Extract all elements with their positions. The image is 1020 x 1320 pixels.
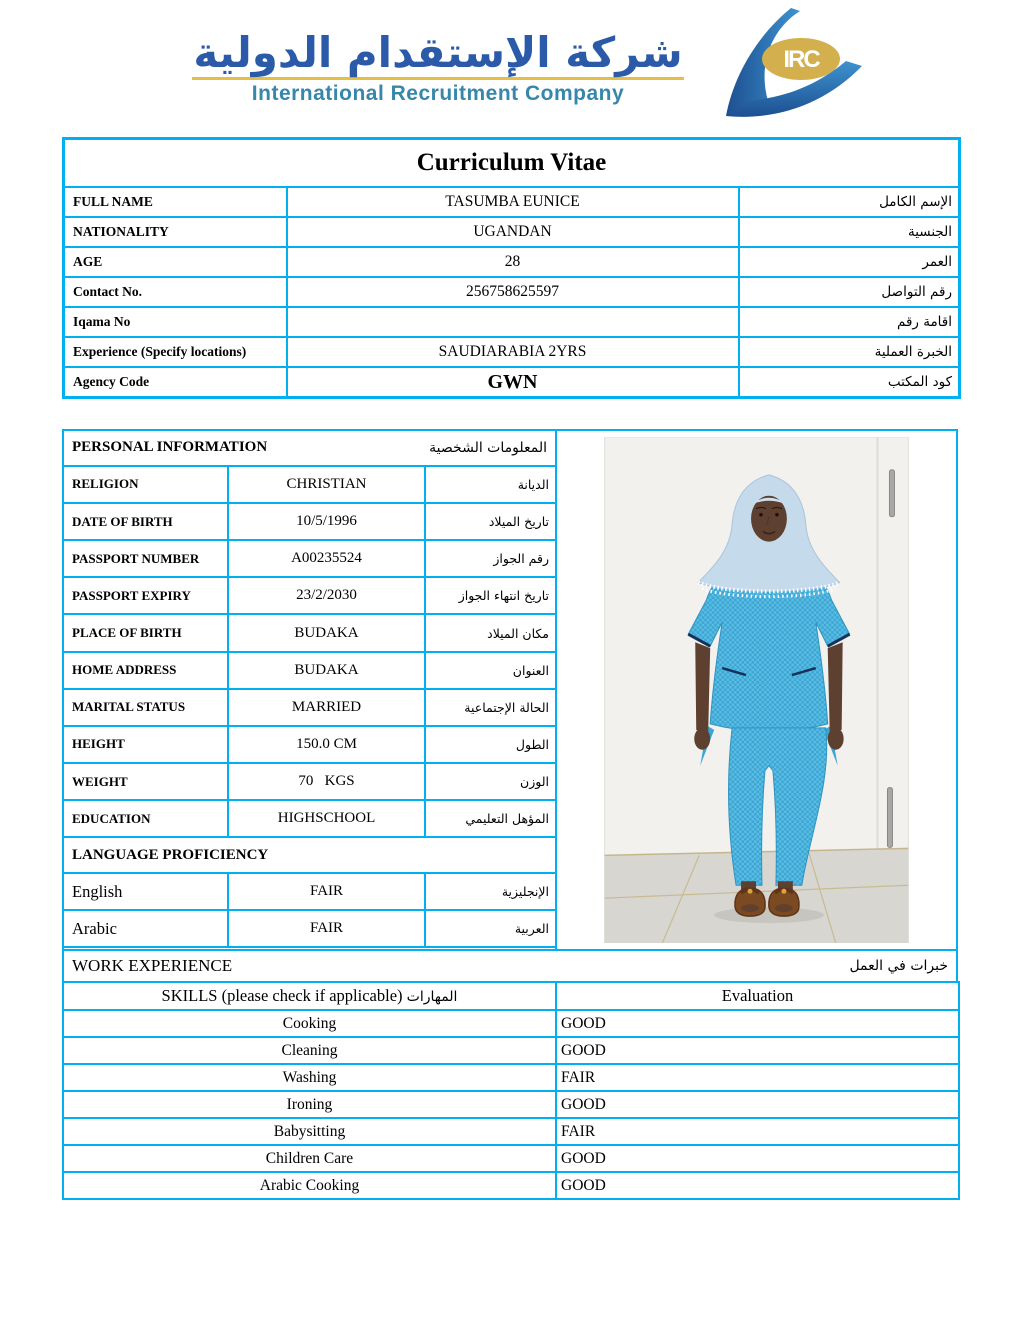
skill-row <box>63 1118 959 1145</box>
field-label-arabic: رقم التواصل <box>739 277 960 307</box>
skill-evaluation: FAIR <box>556 1064 959 1091</box>
work-experience-title-arabic: خبرات في العمل <box>849 958 948 974</box>
field-label-arabic: الحالة الإجتماعية <box>425 689 556 726</box>
field-value: TASUMBA EUNICE <box>287 187 739 217</box>
field-label: Iqama No <box>64 307 287 337</box>
field-label-arabic: العمر <box>739 247 960 277</box>
language-proficiency-header-row <box>63 837 556 873</box>
work-experience-title: WORK EXPERIENCE <box>72 956 233 975</box>
language-row <box>63 873 556 910</box>
brand-underline <box>192 77 684 80</box>
field-value: CHRISTIAN <box>228 466 425 503</box>
table-row <box>63 689 556 726</box>
skill-row <box>63 1145 959 1172</box>
company-brand <box>190 30 686 106</box>
field-label-arabic: اقامة رقم <box>739 307 960 337</box>
personal-info-title: PERSONAL INFORMATION <box>72 439 268 456</box>
skills-table <box>62 981 960 1200</box>
table-row <box>64 367 960 398</box>
table-row <box>64 187 960 217</box>
field-value: A00235524 <box>228 540 425 577</box>
field-value: GWN <box>287 367 739 398</box>
field-label-arabic: الإسم الكامل <box>739 187 960 217</box>
candidate-photo <box>604 437 909 943</box>
company-name-english: International Recruitment Company <box>251 82 625 106</box>
language-row <box>63 910 556 947</box>
skill-evaluation: GOOD <box>556 1091 959 1118</box>
field-label: Experience (Specify locations) <box>64 337 287 367</box>
field-value: BUDAKA <box>228 652 425 689</box>
field-label-arabic: العنوان <box>425 652 556 689</box>
skill-row <box>63 1010 959 1037</box>
field-label-arabic: الطول <box>425 726 556 763</box>
skills-header-text: SKILLS (please check if applicable) <box>161 986 403 1005</box>
field-value: HIGHSCHOOL <box>228 800 425 837</box>
table-row <box>64 307 960 337</box>
field-label: PASSPORT NUMBER <box>63 540 228 577</box>
page-header <box>0 0 1020 137</box>
field-label-arabic: الخبرة العملية <box>739 337 960 367</box>
skill-name: Ironing <box>63 1091 556 1118</box>
skill-row <box>63 1037 959 1064</box>
field-label-arabic: تاريخ الميلاد <box>425 503 556 540</box>
field-label: Contact No. <box>64 277 287 307</box>
field-value: 23/2/2030 <box>228 577 425 614</box>
company-name-arabic: شركة الإستقدام الدولية <box>193 28 683 77</box>
field-label-arabic: مكان الميلاد <box>425 614 556 651</box>
field-label-arabic: الجنسية <box>739 217 960 247</box>
skills-header-arabic: المهارات <box>406 989 458 1005</box>
table-row <box>63 466 556 503</box>
skill-name: Washing <box>63 1064 556 1091</box>
skill-name: Children Care <box>63 1145 556 1172</box>
field-value: SAUDIARABIA 2YRS <box>287 337 739 367</box>
field-value: 10/5/1996 <box>228 503 425 540</box>
language-name-arabic: العربية <box>425 910 556 947</box>
table-row <box>63 763 556 800</box>
skill-name: Cleaning <box>63 1037 556 1064</box>
skill-evaluation: GOOD <box>556 1145 959 1172</box>
field-label: RELIGION <box>63 466 228 503</box>
field-label-arabic: المؤهل التعليمي <box>425 800 556 837</box>
personal-section <box>62 429 958 951</box>
skills-header-row <box>63 982 959 1010</box>
field-label: AGE <box>64 247 287 277</box>
field-label-arabic: تاريخ انتهاء الجواز <box>425 577 556 614</box>
personal-info-header-row <box>63 430 556 466</box>
cv-title-row <box>64 139 960 188</box>
personal-info-table <box>62 429 557 951</box>
table-row <box>63 503 556 540</box>
field-label: NATIONALITY <box>64 217 287 247</box>
language-level: FAIR <box>228 910 425 947</box>
field-label: HOME ADDRESS <box>63 652 228 689</box>
table-row <box>64 277 960 307</box>
personal-info-title-arabic: المعلومات الشخصية <box>429 439 547 456</box>
skill-row <box>63 1172 959 1199</box>
skill-name: Babysitting <box>63 1118 556 1145</box>
language-name: English <box>63 873 228 910</box>
field-label-arabic: رقم الجواز <box>425 540 556 577</box>
language-level: FAIR <box>228 873 425 910</box>
field-label: WEIGHT <box>63 763 228 800</box>
irc-logo-icon <box>688 2 868 128</box>
field-value <box>287 307 739 337</box>
field-label-arabic: كود المكتب <box>739 367 960 398</box>
photo-cell <box>557 429 958 951</box>
field-label: PLACE OF BIRTH <box>63 614 228 651</box>
table-row <box>63 540 556 577</box>
evaluation-column-header: Evaluation <box>556 982 959 1010</box>
table-row <box>63 726 556 763</box>
skill-evaluation: GOOD <box>556 1010 959 1037</box>
field-value: 28 <box>287 247 739 277</box>
table-row <box>64 217 960 247</box>
field-value: 150.0 CM <box>228 726 425 763</box>
field-value: BUDAKA <box>228 614 425 651</box>
field-value: 70 KGS <box>228 763 425 800</box>
field-label-arabic: الديانة <box>425 466 556 503</box>
field-label: Agency Code <box>64 367 287 398</box>
table-row <box>63 800 556 837</box>
skill-row <box>63 1064 959 1091</box>
table-row <box>63 577 556 614</box>
field-label: DATE OF BIRTH <box>63 503 228 540</box>
language-name-arabic: الإنجليزية <box>425 873 556 910</box>
skill-evaluation: GOOD <box>556 1172 959 1199</box>
skill-name: Cooking <box>63 1010 556 1037</box>
language-name: Arabic <box>63 910 228 947</box>
irc-logo-text: IRC <box>783 46 819 73</box>
field-value: MARRIED <box>228 689 425 726</box>
skills-column-header <box>63 982 556 1010</box>
table-row <box>63 614 556 651</box>
field-label: FULL NAME <box>64 187 287 217</box>
skill-name: Arabic Cooking <box>63 1172 556 1199</box>
skill-evaluation: GOOD <box>556 1037 959 1064</box>
work-experience-header <box>62 951 958 981</box>
field-label: EDUCATION <box>63 800 228 837</box>
table-row <box>64 247 960 277</box>
field-label: PASSPORT EXPIRY <box>63 577 228 614</box>
page-title: Curriculum Vitae <box>416 149 607 176</box>
empty-cell-row <box>63 947 556 950</box>
skill-evaluation: FAIR <box>556 1118 959 1145</box>
skill-row <box>63 1091 959 1118</box>
field-label: MARITAL STATUS <box>63 689 228 726</box>
language-proficiency-title: LANGUAGE PROFICIENCY <box>72 846 269 863</box>
cv-summary-table <box>62 137 961 399</box>
field-label-arabic: الوزن <box>425 763 556 800</box>
field-value: UGANDAN <box>287 217 739 247</box>
table-row <box>64 337 960 367</box>
table-row <box>63 652 556 689</box>
field-label: HEIGHT <box>63 726 228 763</box>
field-value: 256758625597 <box>287 277 739 307</box>
